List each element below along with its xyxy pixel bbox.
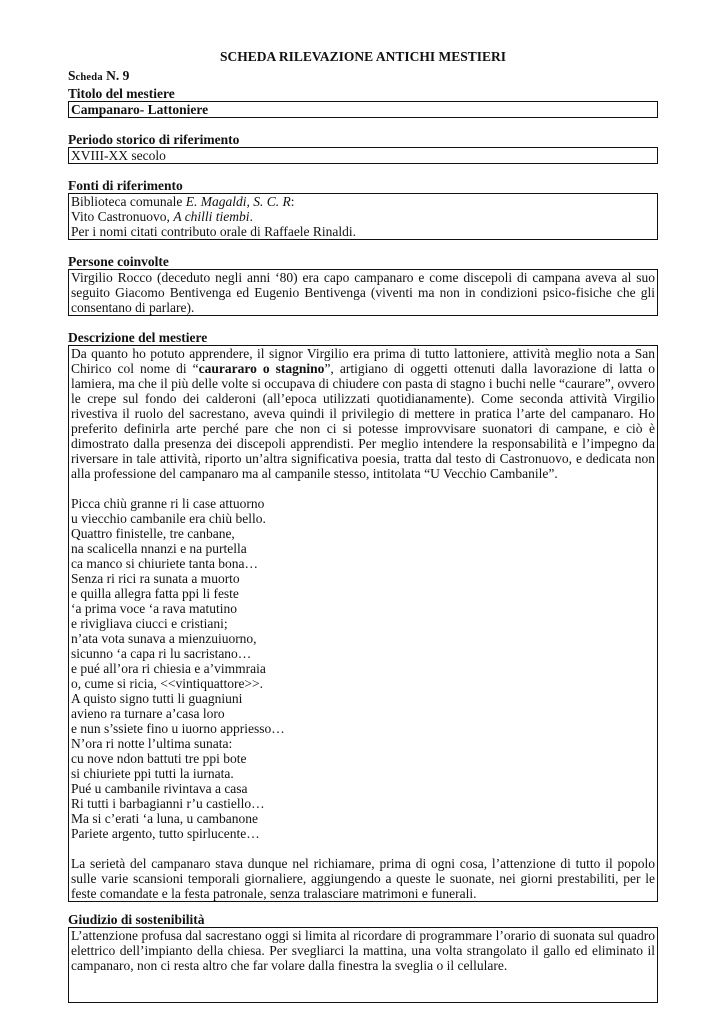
descrizione-label: Descrizione del mestiere (68, 330, 208, 345)
periodo-value: XVIII-XX secolo (71, 148, 166, 163)
poem-line: Pué u cambanile rivintava a casa (71, 781, 248, 796)
fonti-line-2-italic: A chilli tiembi (173, 209, 250, 224)
titolo-label: Titolo del mestiere (68, 86, 175, 101)
fonti-line-2-text: Vito Castronuovo, (71, 209, 174, 224)
poem-line: n’ata vota sunava a mienzuiuorno, (71, 631, 257, 646)
poem-line: Quattro finistelle, tre canbane, (71, 526, 235, 541)
periodo-box (68, 147, 658, 164)
giudizio-label: Giudizio di sostenibilità (68, 912, 205, 927)
poem-line: N’ora ri notte l’ultima sunata: (71, 736, 233, 751)
document-title: SCHEDA RILEVAZIONE ANTICHI MESTIERI (220, 49, 506, 64)
fonti-line-1-text: Biblioteca comunale (71, 194, 186, 209)
poem-line: cu nove ndon battuti tre ppi bote (71, 751, 247, 766)
poem-line: e quilla allegra fatta ppi li feste (71, 586, 239, 601)
fonti-line-1-end: : (290, 194, 295, 209)
scheda-number (68, 68, 658, 86)
giudizio-box (68, 927, 658, 1003)
scheda-prefix-initial: S (68, 68, 76, 83)
fonti-line-3: Per i nomi citati contributo orale di Raffaele Rinaldi. (71, 224, 357, 239)
descrizione-paragraph-2: La serietà del campanaro stava dunque nel richiamare, prima di ogni cosa, l’attenzione di tutto il popolo sulle varie scansioni temporali giornaliere, aggiungendo a queste le suonate, nei giorni prestabiliti, per le feste comandate e la festa patronale, senza tralasciare matrimoni e funerali. (71, 856, 655, 901)
poem-line: e nun s’ssiete fino u iuorno appriesso… (71, 721, 285, 736)
periodo-label: Periodo storico di riferimento (68, 132, 240, 147)
poem-line: Senza ri rici ra sunata a muorto (71, 571, 240, 586)
descrizione-para1-start: Da quanto ho potuto apprendere, il signor Virgilio era prima di tutto lattoniere, attività meglio nota a San Chirico col nome di “ (71, 346, 655, 376)
poem-line: A quisto signo tutti li guagniuni (71, 691, 243, 706)
poem-line: ‘a prima voce ‘a rava matutino (71, 601, 238, 616)
titolo-box (68, 101, 658, 118)
fonti-label: Fonti di riferimento (68, 178, 183, 193)
scheda-prefix-rest: cheda (75, 72, 103, 83)
fonti-line-2-end: . (249, 209, 253, 224)
fonti-box (68, 193, 658, 240)
poem-line: na scalicella nnanzi e na purtella (71, 541, 247, 556)
titolo-value: Campanaro- Lattoniere (71, 102, 209, 117)
poem-line: si chiuriete ppi tutti la iurnata. (71, 766, 234, 781)
poem-line: avieno ra turnare a’casa loro (71, 706, 225, 721)
poem-line: e pué all’ora ri chiesia e a’vimmraia (71, 661, 266, 676)
poem-line: o, cume si ricia, <<vintiquattore>>. (71, 676, 264, 691)
poem-line: Ri tutti i barbagianni r’u castiello… (71, 796, 265, 811)
descrizione-box (68, 345, 658, 902)
persone-label: Persone coinvolte (68, 254, 169, 269)
fonti-line-1 (71, 194, 655, 209)
descrizione-para1-bold: caurararo o stagnino (198, 361, 325, 376)
fonti-line-2 (71, 209, 655, 224)
scheda-number-value: N. 9 (106, 68, 130, 83)
persone-box (68, 269, 658, 316)
poem-line: u viecchio cambanile era chiù bello. (71, 511, 266, 526)
fonti-line-1-italic: E. Magaldi, S. C. R (185, 194, 291, 209)
poem (71, 496, 655, 841)
persone-text: Virgilio Rocco (deceduto negli anni ‘80) era capo campanaro e come discepoli di campana aveva al suo seguito Giacomo Bentivenga ed Eugenio Bentivenga (viventi ma non in condizioni psico-fisiche che gli consentano di parlare). (71, 270, 655, 315)
descrizione-para1-end: ”, artigiano di oggetti ottenuti dalla lavorazione di latta o lamiera, ma che il più delle volte si occupava di chiudere con pasta di stagno i buchi nelle “caurare”, ovvero le crepe sul fondo dei calderoni (all’epoca utilizzati quotidianamente). Come seconda attività Virgilio rivestiva il ruolo del sacrestano, aveva quindi il privilegio di mettere in pratica l’arte del campanaro. Ho preferito definirla arte perché pare che non ci si potesse improvvisare suonatori di campane, e ciò è dimostrato dalla presenza dei discepoli apprendisti. Per meglio intendere la responsabilità e l’impegno da riversare in tale attività, riporto un’altra significativa poesia, tratta dal testo di Castronuovo, e dedicata non alla professione del campanaro ma al campanile stesso, intitolata “U Vecchio Cambanile”. (71, 361, 656, 481)
poem-line: Picca chiù granne ri li case attuorno (71, 496, 265, 511)
document-page (68, 48, 658, 1003)
giudizio-text: L’attenzione profusa dal sacrestano oggi si limita al ricordare di programmare l’orario di suonata sul quadro elettrico dell’impianto della chiesa. Per svegliarci la mattina, una volta strangolato il gallo ed eliminato il campanaro, non ci resta altro che far volare dalla finestra la sveglia o il cellulare. (71, 928, 655, 973)
poem-line: sicunno ‘a capa ri lu sacristano… (71, 646, 252, 661)
poem-line: Pariete argento, tutto spirlucente… (71, 826, 260, 841)
poem-line: e rivigliava ciucci e cristiani; (71, 616, 228, 631)
descrizione-paragraph-1 (71, 346, 655, 481)
poem-line: Ma si c’erati ‘a luna, u cambanone (71, 811, 259, 826)
poem-line: ca manco si chiuriete tanta bona… (71, 556, 259, 571)
